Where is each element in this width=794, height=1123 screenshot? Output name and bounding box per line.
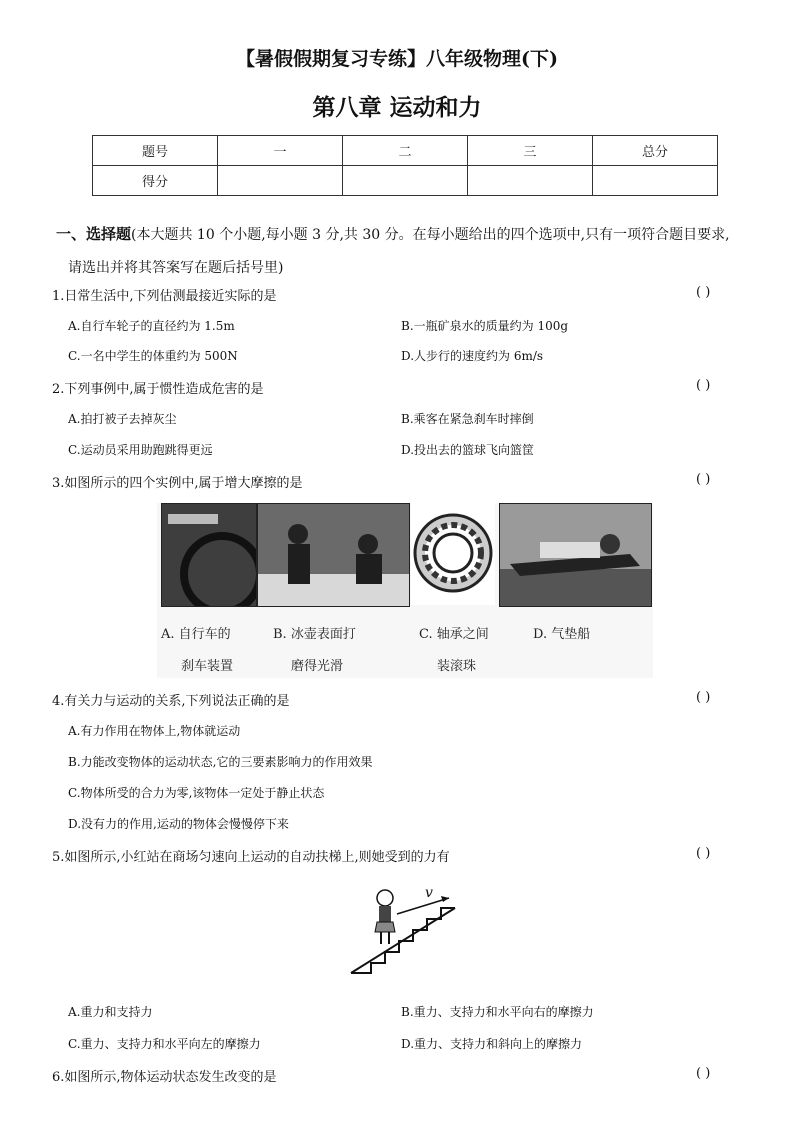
answer-blank[interactable]: ( ) <box>696 846 711 861</box>
answer-blank[interactable]: ( ) <box>696 690 711 705</box>
figure-caption: 刹车装置 <box>181 659 234 674</box>
bicycle-brake-photo <box>161 503 257 607</box>
bearing-photo <box>411 503 495 605</box>
table-cell: 总分 <box>593 136 718 166</box>
option: C.重力、支持力和水平向左的摩擦力 <box>68 1037 261 1051</box>
option: C.物体所受的合力为零,该物体一定处于静止状态 <box>68 786 325 800</box>
option: A.重力和支持力 <box>68 1005 153 1019</box>
answer-blank[interactable]: ( ) <box>696 285 711 300</box>
table-cell: 题号 <box>93 136 218 166</box>
section-heading <box>56 218 746 285</box>
table-cell: 二 <box>343 136 468 166</box>
section-name: 一、选择题 <box>56 225 132 243</box>
table-cell: 三 <box>468 136 593 166</box>
question-stem: 5.如图所示,小红站在商场匀速向上运动的自动扶梯上,则她受到的力有 <box>52 850 450 865</box>
velocity-label: v <box>425 885 433 901</box>
table-row <box>93 166 718 196</box>
option: A.有力作用在物体上,物体就运动 <box>68 724 241 738</box>
option: C.运动员采用助跑跳得更远 <box>68 443 213 457</box>
option: D.没有力的作用,运动的物体会慢慢停下来 <box>68 817 289 831</box>
curling-photo <box>257 503 410 607</box>
answer-blank[interactable]: ( ) <box>696 1066 711 1081</box>
table-cell: 得分 <box>93 166 218 196</box>
option: B.一瓶矿泉水的质量约为 100g <box>401 319 569 333</box>
chapter-title: 第八章 运动和力 <box>312 95 482 121</box>
question-stem: 3.如图所示的四个实例中,属于增大摩擦的是 <box>52 476 303 491</box>
figure-caption: D. 气垫船 <box>533 627 591 642</box>
question-stem: 2.下列事例中,属于惯性造成危害的是 <box>52 382 264 397</box>
question-stem: 1.日常生活中,下列估测最接近实际的是 <box>52 289 277 304</box>
figure-caption: 装滚珠 <box>437 659 477 674</box>
escalator-figure <box>345 880 475 980</box>
table-cell: 一 <box>218 136 343 166</box>
figure-caption: A. 自行车的 <box>161 627 231 642</box>
section-desc-2: 请选出并将其答案写在题后括号里) <box>68 260 284 276</box>
score-input-cell[interactable] <box>468 166 593 196</box>
score-input-cell[interactable] <box>343 166 468 196</box>
q3-figure <box>157 503 653 678</box>
option: D.人步行的速度约为 6m/s <box>401 349 544 363</box>
option: C.一名中学生的体重约为 500N <box>68 349 238 363</box>
figure-caption: 磨得光滑 <box>291 659 344 674</box>
score-input-cell[interactable] <box>218 166 343 196</box>
option: A.拍打被子去掉灰尘 <box>68 412 177 426</box>
page-title: 【暑假假期复习专练】八年级物理(下) <box>236 48 558 70</box>
question-stem: 6.如图所示,物体运动状态发生改变的是 <box>52 1070 277 1085</box>
option: D.重力、支持力和斜向上的摩擦力 <box>401 1037 583 1051</box>
section-desc: (本大题共 10 个小题,每小题 3 分,共 30 分。在每小题给出的四个选项中,只有一项符合题目要求, <box>131 227 730 243</box>
hovercraft-photo <box>499 503 652 607</box>
option: A.自行车轮子的直径约为 1.5m <box>68 319 235 333</box>
score-input-cell[interactable] <box>593 166 718 196</box>
figure-caption: C. 轴承之间 <box>419 627 489 642</box>
option: B.力能改变物体的运动状态,它的三要素影响力的作用效果 <box>68 755 373 769</box>
option: D.投出去的篮球飞向篮筐 <box>401 443 535 457</box>
answer-blank[interactable]: ( ) <box>696 378 711 393</box>
question-stem: 4.有关力与运动的关系,下列说法正确的是 <box>52 694 290 709</box>
score-table <box>92 135 718 196</box>
figure-caption: B. 冰壶表面打 <box>273 627 356 642</box>
option: B.乘客在紧急刹车时摔倒 <box>401 412 534 426</box>
answer-blank[interactable]: ( ) <box>696 472 711 487</box>
option: B.重力、支持力和水平向右的摩擦力 <box>401 1005 594 1019</box>
table-row <box>93 136 718 166</box>
